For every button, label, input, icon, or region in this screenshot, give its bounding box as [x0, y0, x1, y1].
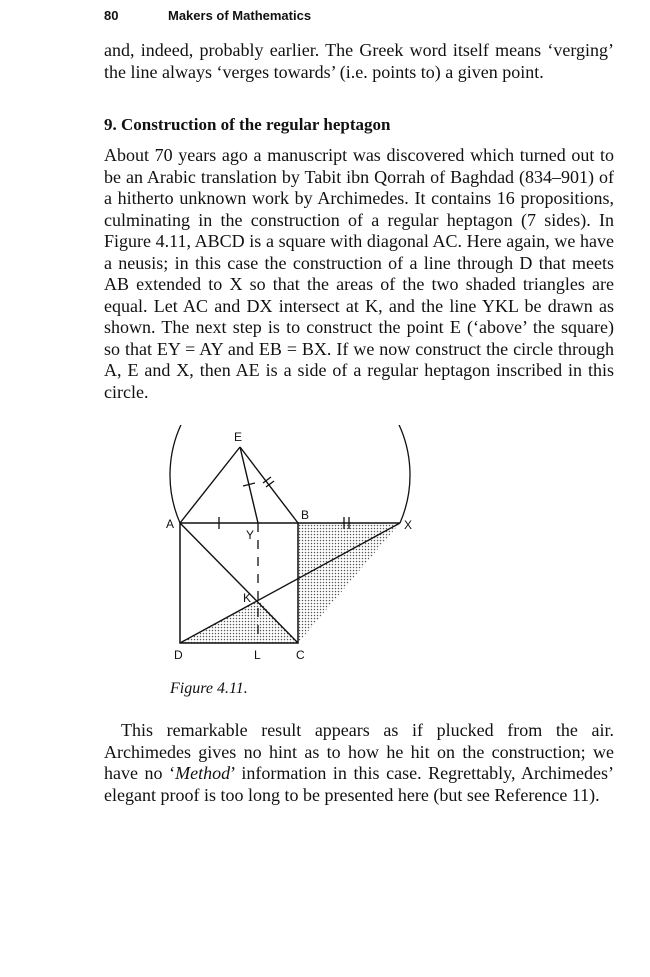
paragraph-continued: [104, 40, 614, 83]
shaded-triangle-dkc: [180, 600, 298, 643]
page-number: 80: [104, 8, 119, 23]
label-e: E: [234, 430, 243, 444]
label-c: C: [296, 648, 305, 662]
figure-diagram: [160, 425, 430, 670]
method-italic: Method: [175, 763, 231, 783]
book-title: Makers of Mathematics: [168, 8, 312, 23]
line-dx: [180, 523, 400, 643]
figure-heptagon-construction: [160, 425, 430, 670]
paragraph-end: [104, 720, 614, 806]
label-l: L: [254, 648, 261, 662]
line-ae: [180, 447, 240, 523]
label-a: A: [166, 517, 175, 531]
figure-caption: Figure 4.11.: [170, 680, 248, 697]
label-b: B: [301, 508, 310, 522]
label-x: X: [404, 518, 413, 532]
paragraph-main: [104, 145, 614, 403]
circle-aex: [170, 425, 410, 523]
label-y: Y: [246, 528, 255, 542]
paragraph-text: About 70 years ago a manuscript was discovered which turned out to be an Arabic translation by Tabit ibn Qorrah of Baghdad (834–901) of a hitherto unknown work by Archimedes. It contains 16 propositions, culminating in the construction of a regular heptagon (7 sides). In Figure 4.11, ABCD is a square with diagonal AC. Here again, we have a neusis; in this case the construction of a line through D that meets AB extended to X so that the areas of the two shaded triangles are equal. Let AC and DX intersect at K, and the line YKL be drawn as shown. The next step is to construct the point E (‘above’ the square) so that EY = AY and EB = BX. If we now construct the circle through A, E and X, then AE is a side of a regular heptagon inscribed in this circle.: [104, 145, 614, 402]
label-k: K: [243, 591, 252, 605]
section-heading: 9. Construction of the regular heptagon: [104, 115, 391, 134]
text-run: ’ information in this case. Regrettably, Archimedes’ elegant proof is too long to be presented here (but see Reference 11).: [104, 763, 614, 805]
running-head: [104, 8, 311, 23]
paragraph-text: and, indeed, probably earlier. The Greek word itself means ‘verging’ the line always ‘verges towards’ (i.e. points to) a given point.: [104, 40, 614, 82]
text-run: This remarkable result appears as if plucked from the air. Archimedes gives no hint as to how he hit on the construction; we have no ‘: [104, 720, 614, 783]
paragraph-text: [104, 720, 614, 806]
shaded-triangle-bxc: [298, 523, 400, 643]
label-d: D: [174, 648, 183, 662]
